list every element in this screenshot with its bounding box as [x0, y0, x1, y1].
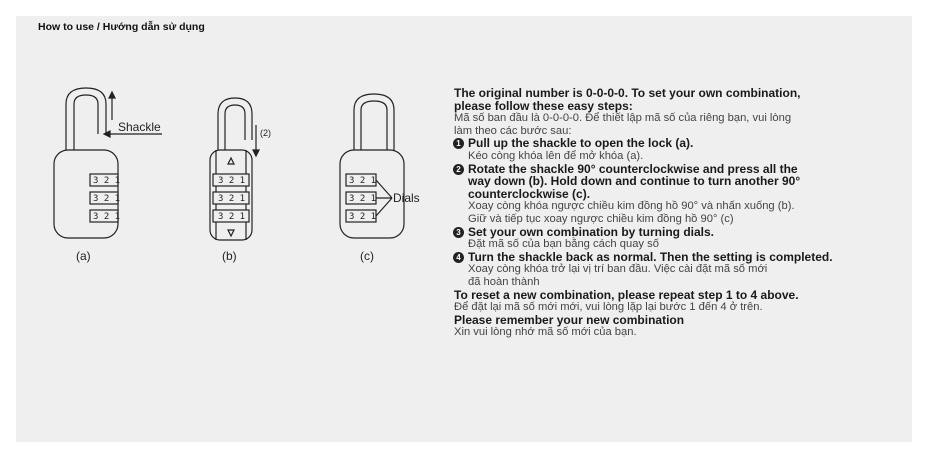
dial-digits-b: 3 2 1 — [218, 194, 246, 204]
remember-en: Please remember your new combination — [454, 312, 685, 327]
lock-illustration — [30, 70, 450, 280]
dial-digits-b: 3 2 1 — [218, 212, 246, 222]
dial-digits-b: 3 2 1 — [218, 176, 246, 186]
step-2-en-2: way down (b). Hold down and continue to turn another 90° — [468, 174, 801, 189]
caption-c: (c) — [360, 249, 374, 263]
dial-digits-a: 3 2 1 — [93, 176, 121, 186]
caption-a: (a) — [76, 249, 91, 263]
shackle-label: Shackle — [118, 120, 161, 134]
step-2-en-3: counterclockwise (c). — [468, 186, 591, 201]
intro-en-line-2: please follow these easy steps: — [454, 98, 633, 113]
reset-en: To reset a new combination, please repeat step 1 to 4 above. — [454, 287, 799, 302]
intro-vi-line-2: làm theo các bước sau: — [454, 124, 572, 137]
step-3-en: Set your own combination by turning dials. — [468, 224, 715, 239]
step-4 — [454, 251, 894, 289]
step-2 — [454, 163, 894, 226]
reset-vi: Để đặt lại mã số mới mới, vui lòng lặp lại bước 1 đến 4 ở trên. — [454, 301, 763, 314]
dials-label: Dials — [393, 191, 420, 205]
step-1-vi: Kéo còng khóa lên để mở khóa (a). — [468, 149, 644, 162]
step-number-icon: 4 — [453, 252, 464, 263]
remember-vi: Xin vui lòng nhớ mã số mới của bạn. — [454, 326, 637, 339]
intro-en-line-1: The original number is 0-0-0-0. To set your own combination, — [454, 86, 801, 100]
caption-b: (b) — [222, 249, 237, 263]
step-number-icon: 1 — [453, 138, 464, 149]
step-2-vi-2: Giữ và tiếp tục xoay ngược chiều kim đồng hồ 90° (c) — [468, 212, 734, 225]
step-1-en: Pull up the shackle to open the lock (a). — [468, 136, 694, 151]
dial-digits-c: 3 2 1 — [349, 212, 377, 222]
step-number-icon: 2 — [453, 164, 464, 175]
dial-digits-c: 3 2 1 — [349, 176, 377, 186]
dial-digits-a: 3 2 1 — [93, 194, 121, 204]
step-4-vi-1: Xoay còng khóa trở lại vị trí ban đầu. Việc cài đặt mã số mới — [468, 263, 768, 276]
dial-digits-a: 3 2 1 — [93, 212, 121, 222]
step-4-vi-2: đã hoàn thành — [468, 275, 540, 288]
step-number-icon: 3 — [453, 227, 464, 238]
page-title: How to use / Hướng dẫn sử dụng — [38, 21, 205, 33]
step-3 — [454, 226, 894, 251]
intro-vi-line-1: Mã số ban đầu là 0-0-0-0. Để thiết lập mã số của riêng bạn, vui lòng — [454, 112, 792, 125]
dial-digits-c: 3 2 1 — [349, 194, 377, 204]
step-4-en: Turn the shackle back as normal. Then the setting is completed. — [468, 249, 833, 264]
step-1 — [454, 137, 894, 162]
arrow-label-2: (2) — [260, 128, 271, 138]
step-3-vi: Đặt mã số của bạn bằng cách quay số — [468, 238, 659, 251]
step-2-vi-1: Xoay còng khóa ngược chiều kim đồng hồ 90° và nhấn xuống (b). — [468, 200, 795, 213]
instructions-text — [454, 87, 894, 339]
step-2-en-1: Rotate the shackle 90° counterclockwise and press all the — [468, 161, 798, 176]
